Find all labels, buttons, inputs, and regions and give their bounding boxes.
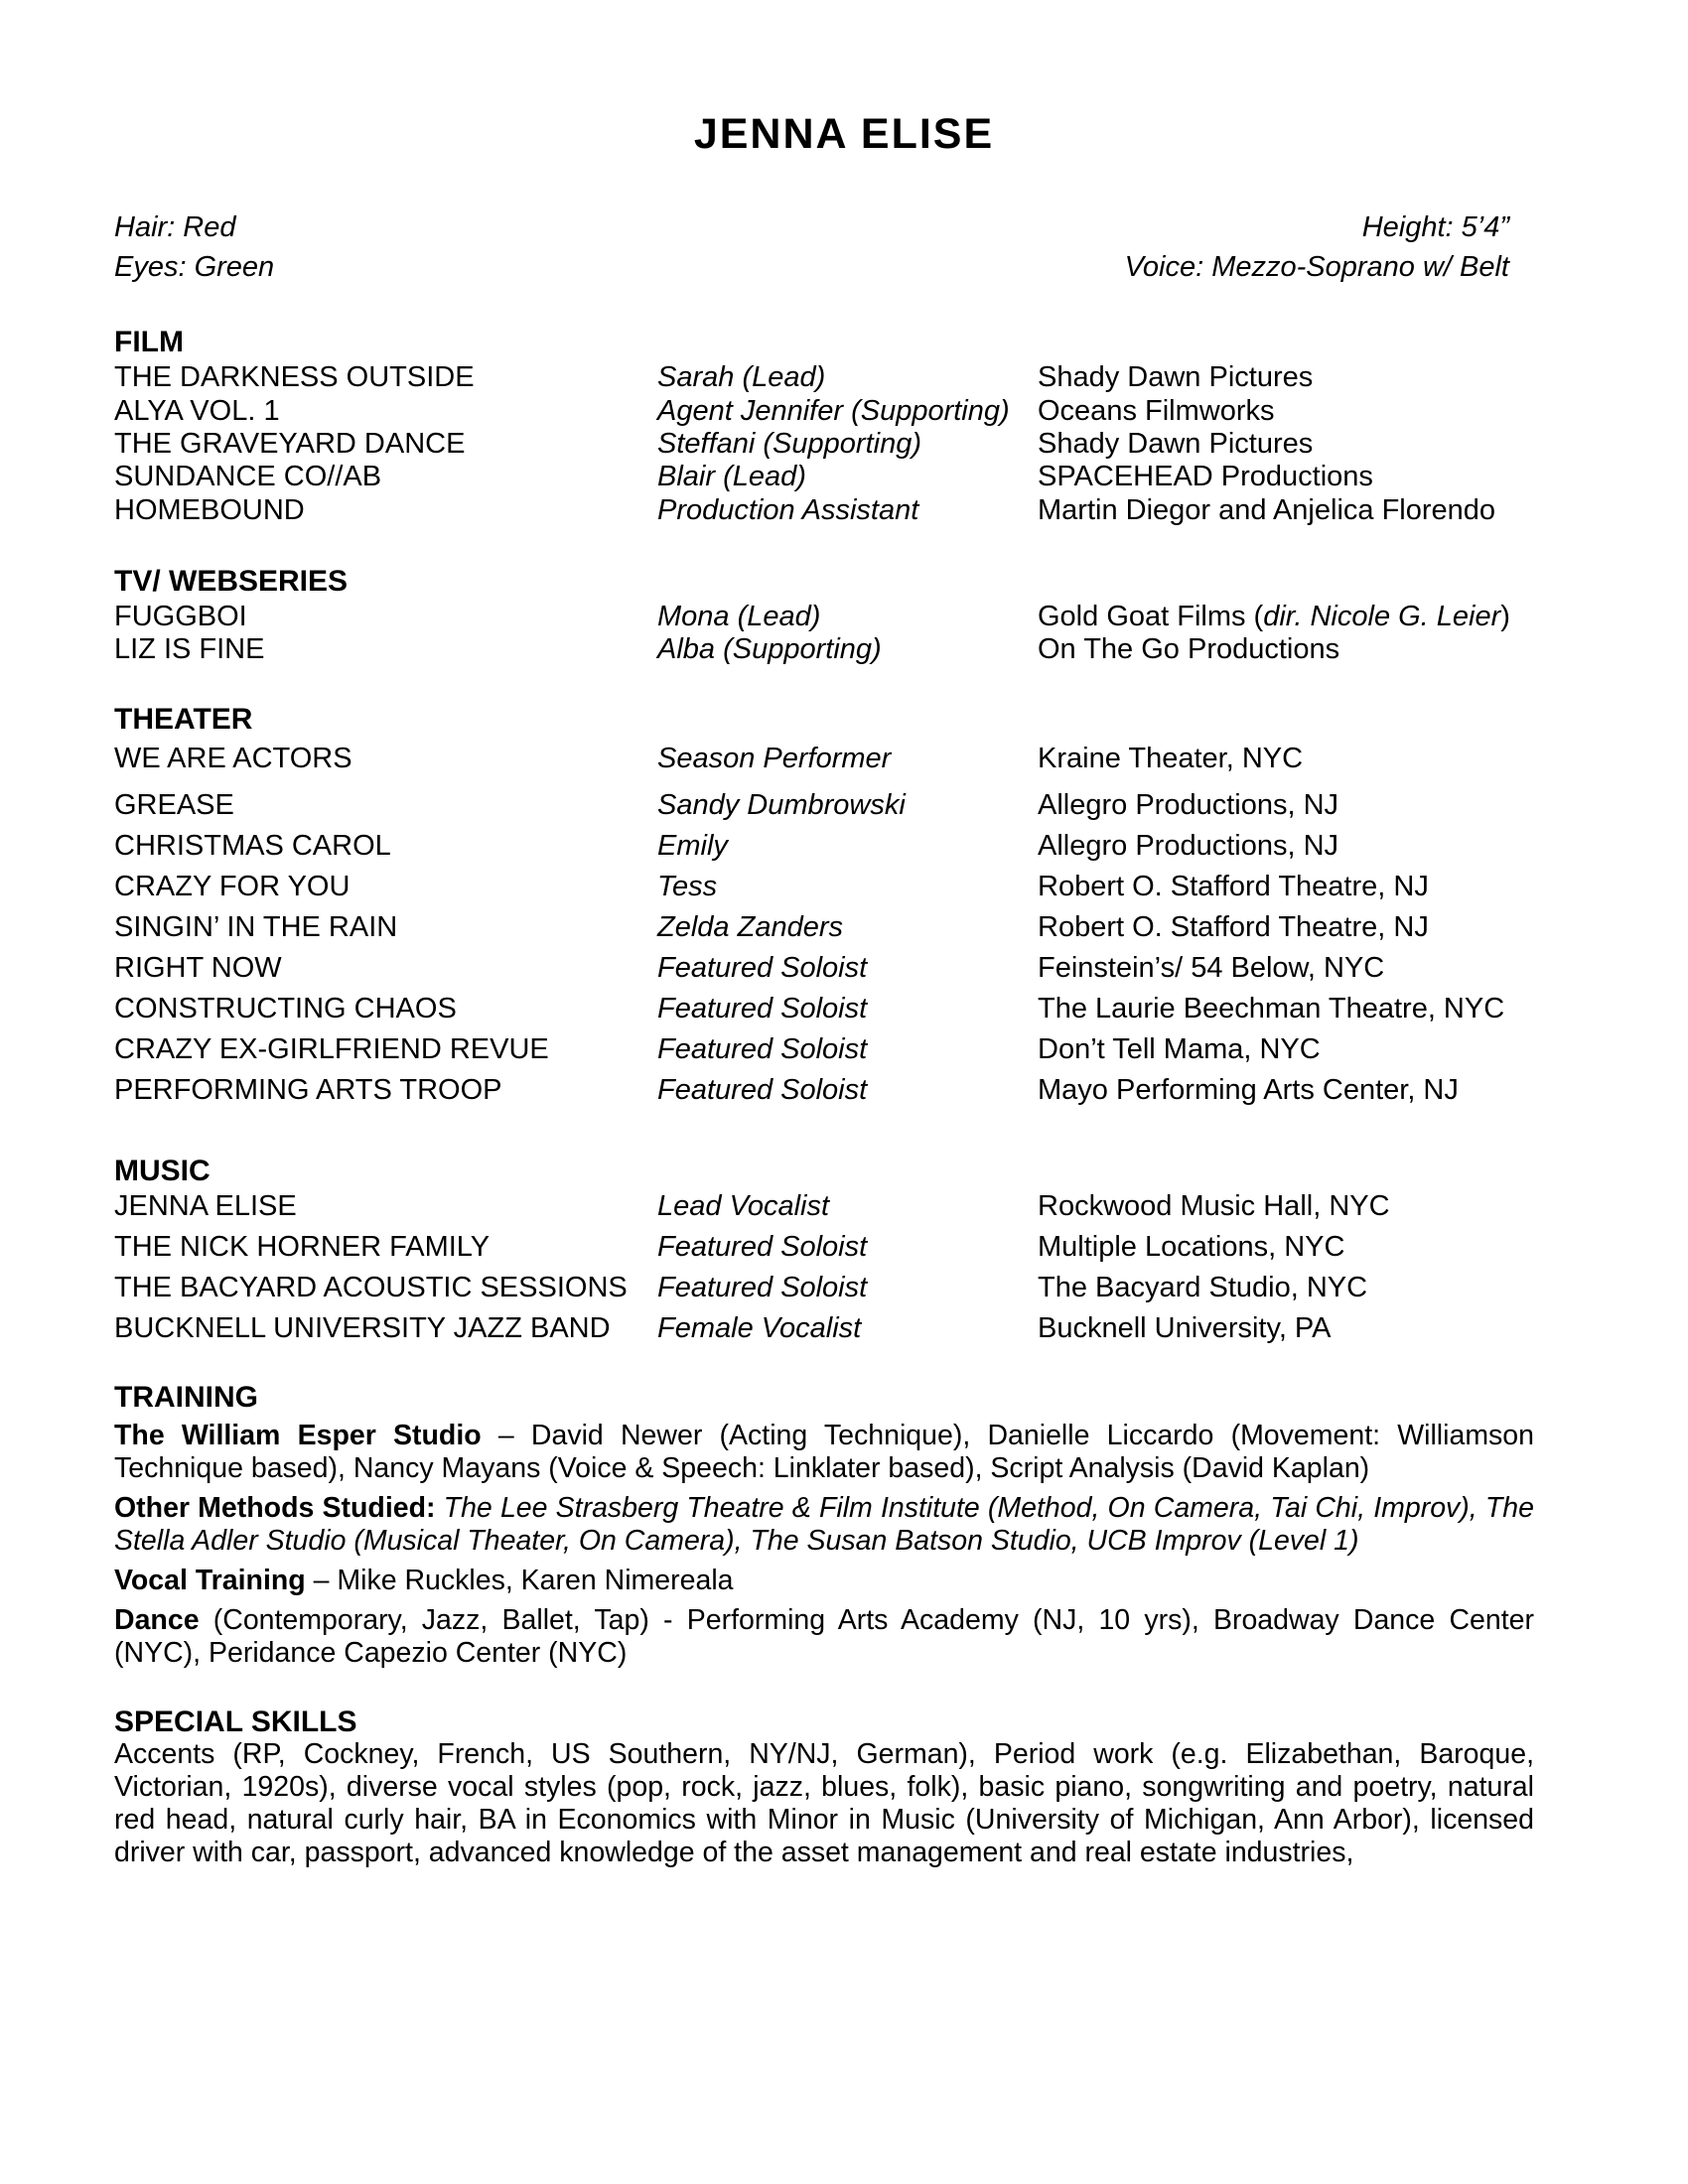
credit-title: JENNA ELISE — [114, 1190, 297, 1222]
credit-title: THE NICK HORNER FAMILY — [114, 1231, 491, 1263]
credit-title: THE BACYARD ACOUSTIC SESSIONS — [114, 1272, 628, 1303]
training-vocal — [114, 1565, 1534, 1597]
credit-role: Featured Soloist — [657, 1074, 868, 1106]
credit-role: Tess — [657, 871, 718, 902]
credit-company: Multiple Locations, NYC — [1038, 1231, 1345, 1263]
training-vocal-label: Vocal Training — [114, 1565, 306, 1596]
credit-title: LIZ IS FINE — [114, 633, 265, 665]
credit-title: FUGGBOI — [114, 601, 247, 632]
credit-role: Production Assistant — [657, 494, 919, 526]
credit-company — [1038, 600, 1510, 633]
training-other — [114, 1492, 1534, 1558]
theater-heading: THEATER — [114, 703, 253, 736]
skills-heading: SPECIAL SKILLS — [114, 1706, 357, 1738]
credit-role: Featured Soloist — [657, 1272, 868, 1303]
company-text-end: ) — [1500, 601, 1510, 632]
credit-company: The Bacyard Studio, NYC — [1038, 1272, 1368, 1303]
eyes-stat: Eyes: Green — [114, 251, 275, 283]
credit-title: SUNDANCE CO//AB — [114, 461, 382, 492]
credit-title: ALYA VOL. 1 — [114, 395, 280, 427]
credit-title: CRAZY FOR YOU — [114, 871, 351, 902]
credit-title: GREASE — [114, 789, 234, 821]
credit-company: Kraine Theater, NYC — [1038, 743, 1304, 774]
credit-company: Oceans Filmworks — [1038, 395, 1275, 427]
tv-heading: TV/ WEBSERIES — [114, 565, 349, 598]
credit-role: Season Performer — [657, 743, 892, 774]
credit-title: SINGIN’ IN THE RAIN — [114, 911, 398, 943]
height-stat: Height: 5’4” — [1361, 211, 1509, 243]
credit-company: Rockwood Music Hall, NYC — [1038, 1190, 1390, 1222]
credit-role: Mona (Lead) — [657, 601, 821, 632]
training-dance — [114, 1604, 1534, 1670]
credit-role: Featured Soloist — [657, 993, 868, 1024]
credit-title: THE GRAVEYARD DANCE — [114, 428, 466, 460]
credit-company: Shady Dawn Pictures — [1038, 428, 1314, 460]
training-dance-text: (Contemporary, Jazz, Ballet, Tap) - Performing Arts Academy (NJ, 10 yrs), Broadway Dance Center (NYC), Peridance Capezio Center (NYC) — [114, 1604, 1534, 1669]
company-text: Gold Goat Films ( — [1038, 601, 1264, 632]
credit-company: On The Go Productions — [1038, 633, 1340, 665]
credit-company: Martin Diegor and Anjelica Florendo — [1038, 494, 1496, 526]
credit-title: CONSTRUCTING CHAOS — [114, 993, 457, 1024]
credit-role: Blair (Lead) — [657, 461, 806, 492]
actor-name: JENNA ELISE — [693, 110, 995, 158]
training-other-text: The Lee Strasberg Theatre & Film Institute (Method, On Camera, Tai Chi, Improv), The Stella Adler Studio (Musical Theater, On Camera), The Susan Batson Studio, UCB Improv (Level 1) — [114, 1492, 1534, 1557]
credit-company: Bucknell University, PA — [1038, 1312, 1332, 1344]
credit-company: Allegro Productions, NJ — [1038, 830, 1339, 862]
credit-role: Emily — [657, 830, 728, 862]
credit-company: Mayo Performing Arts Center, NJ — [1038, 1074, 1459, 1106]
credit-company: Feinstein’s/ 54 Below, NYC — [1038, 952, 1385, 984]
credit-role: Female Vocalist — [657, 1312, 862, 1344]
credit-role: Steffani (Supporting) — [657, 428, 921, 460]
credit-title: PERFORMING ARTS TROOP — [114, 1074, 502, 1106]
credit-company: Robert O. Stafford Theatre, NJ — [1038, 911, 1429, 943]
music-heading: MUSIC — [114, 1155, 211, 1187]
voice-stat: Voice: Mezzo-Soprano w/ Belt — [1124, 251, 1509, 283]
training-heading: TRAINING — [114, 1381, 258, 1414]
training-dance-label: Dance — [114, 1604, 200, 1636]
credit-company: The Laurie Beechman Theatre, NYC — [1038, 993, 1505, 1024]
training-esper-text: – David Newer (Acting Technique), Danielle Liccardo (Movement: Williamson Technique based), Nancy Mayans (Voice & Speech: Linklater based), Script Analysis (David Kaplan) — [114, 1420, 1535, 1484]
hair-stat: Hair: Red — [114, 211, 236, 243]
training-vocal-text: – Mike Ruckles, Karen Nimereala — [305, 1565, 734, 1596]
credit-role: Alba (Supporting) — [657, 633, 882, 665]
credit-role: Agent Jennifer (Supporting) — [657, 395, 1010, 427]
credit-title: RIGHT NOW — [114, 952, 282, 984]
training-other-label: Other Methods Studied: — [114, 1492, 436, 1524]
credit-role: Zelda Zanders — [657, 911, 843, 943]
credit-role: Featured Soloist — [657, 1231, 868, 1263]
credit-role: Featured Soloist — [657, 1033, 868, 1065]
credit-company: Allegro Productions, NJ — [1038, 789, 1339, 821]
credit-title: CHRISTMAS CAROL — [114, 830, 391, 862]
film-heading: FILM — [114, 326, 184, 358]
credit-title: CRAZY EX-GIRLFRIEND REVUE — [114, 1033, 549, 1065]
credit-company: Shady Dawn Pictures — [1038, 361, 1314, 393]
credit-role: Sarah (Lead) — [657, 361, 826, 393]
credit-title: THE DARKNESS OUTSIDE — [114, 361, 475, 393]
credit-company: Robert O. Stafford Theatre, NJ — [1038, 871, 1429, 902]
training-esper — [114, 1420, 1534, 1485]
credit-role: Lead Vocalist — [657, 1190, 830, 1222]
credit-company: SPACEHEAD Productions — [1038, 461, 1373, 492]
skills-text: Accents (RP, Cockney, French, US Southern, NY/NJ, German), Period work (e.g. Elizabethan, Baroque, Victorian, 1920s), diverse vocal styles (pop, rock, jazz, blues, folk), basic piano, songwriting and poetry, natural red head, natural curly hair, BA in Economics with Minor in Music (University of Michigan, Ann Arbor), licensed driver with car, passport, advanced knowledge of the asset management and real estate industries, — [114, 1738, 1534, 1868]
credit-role: Sandy Dumbrowski — [657, 789, 906, 821]
director-text: dir. Nicole G. Leier — [1263, 601, 1501, 632]
credit-title: WE ARE ACTORS — [114, 743, 352, 774]
credit-role: Featured Soloist — [657, 952, 868, 984]
credit-title: HOMEBOUND — [114, 494, 305, 526]
credit-company: Don’t Tell Mama, NYC — [1038, 1033, 1321, 1065]
credit-title: BUCKNELL UNIVERSITY JAZZ BAND — [114, 1312, 611, 1344]
training-esper-label: The William Esper Studio — [114, 1420, 482, 1451]
